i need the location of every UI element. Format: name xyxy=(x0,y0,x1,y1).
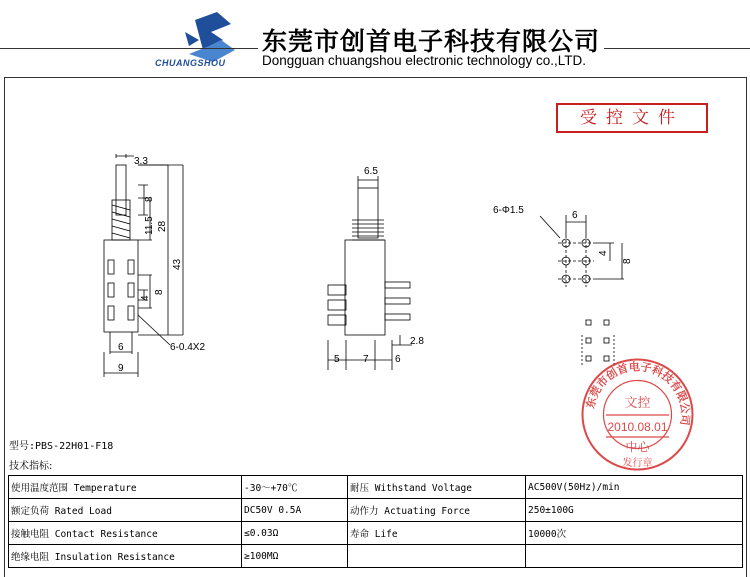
stamp-ring-text: 东莞市创首电子科技有限公司 xyxy=(583,360,692,427)
dim-8a: 8 xyxy=(144,196,155,202)
dim-6: 6 xyxy=(118,342,124,353)
technical-drawing xyxy=(0,140,750,380)
dim-pcb-6: 6 xyxy=(572,210,578,221)
controlled-document-label: 受控文件 xyxy=(580,108,684,128)
dim-8b: 8 xyxy=(154,289,165,295)
company-name-en: Dongguan chuangshou electronic technology co.,LTD. xyxy=(262,53,586,68)
table-row xyxy=(9,499,743,522)
spec-cell: 额定负荷 Rated Load xyxy=(9,499,242,522)
dim-9: 9 xyxy=(118,363,124,374)
dim-5: 5 xyxy=(334,354,340,365)
spec-cell: DC50V 0.5A xyxy=(242,499,348,522)
svg-text:东莞市创首电子科技有限公司 xyxy=(583,359,693,426)
stamp-bottom: 发行章 xyxy=(622,458,653,469)
tech-title: 技术指标: xyxy=(9,461,53,472)
dim-6.5: 6.5 xyxy=(364,166,378,177)
spec-cell xyxy=(348,545,526,568)
table-row xyxy=(9,522,743,545)
spec-cell: 使用温度范围 Temperature xyxy=(9,476,242,499)
spec-table xyxy=(8,475,743,568)
dim-4: 4 xyxy=(140,295,151,301)
spec-cell: 绝缘电阻 Insulation Resistance xyxy=(9,545,242,568)
spec-cell: ≥100MΩ xyxy=(242,545,348,568)
logo-text: CHUANGSHOU xyxy=(155,58,226,68)
dim-2.8: 2.8 xyxy=(410,336,424,347)
dim-28: 28 xyxy=(157,220,168,232)
spec-cell: 250±100G xyxy=(526,499,743,522)
spec-cell xyxy=(526,545,743,568)
table-row xyxy=(9,545,743,568)
spec-cell: ≤0.03Ω xyxy=(242,522,348,545)
table-row xyxy=(9,476,743,499)
dim-6-0.4x2: 6-0.4X2 xyxy=(170,342,206,353)
dim-hole: 6-Φ1.5 xyxy=(493,205,524,216)
header xyxy=(0,0,750,75)
pcb-layout xyxy=(493,205,633,365)
document-control-stamp xyxy=(580,357,695,472)
spec-cell: 动作力 Actuating Force xyxy=(348,499,526,522)
spec-cell: AC500V(50Hz)/min xyxy=(526,476,743,499)
stamp-line3: 中心 xyxy=(625,440,650,454)
dim-43: 43 xyxy=(172,258,183,270)
company-name-cn: 东莞市创首电子科技有限公司 xyxy=(258,22,604,58)
spec-cell: 10000次 xyxy=(526,522,743,545)
spec-cell: 寿命 Life xyxy=(348,522,526,545)
stamp-date: 2010.08.01 xyxy=(607,420,668,434)
dim-3.3: 3.3 xyxy=(134,156,148,167)
dim-7: 7 xyxy=(363,354,369,365)
spec-cell: -30～+70℃ xyxy=(242,476,348,499)
model-number: 型号:PBS-22H01-F18 xyxy=(9,441,114,452)
side-view xyxy=(328,166,424,370)
dim-11.5: 11.5 xyxy=(144,216,155,235)
dim-pcb-8: 8 xyxy=(622,258,633,264)
spec-cell: 接触电阻 Contact Resistance xyxy=(9,522,242,545)
dim-6-side: 6 xyxy=(395,354,401,365)
controlled-document-box xyxy=(556,103,708,133)
spec-cell: 耐压 Withstand Voltage xyxy=(348,476,526,499)
dim-pcb-4: 4 xyxy=(598,250,609,256)
front-view xyxy=(104,154,205,377)
stamp-line1: 文控 xyxy=(624,396,651,411)
